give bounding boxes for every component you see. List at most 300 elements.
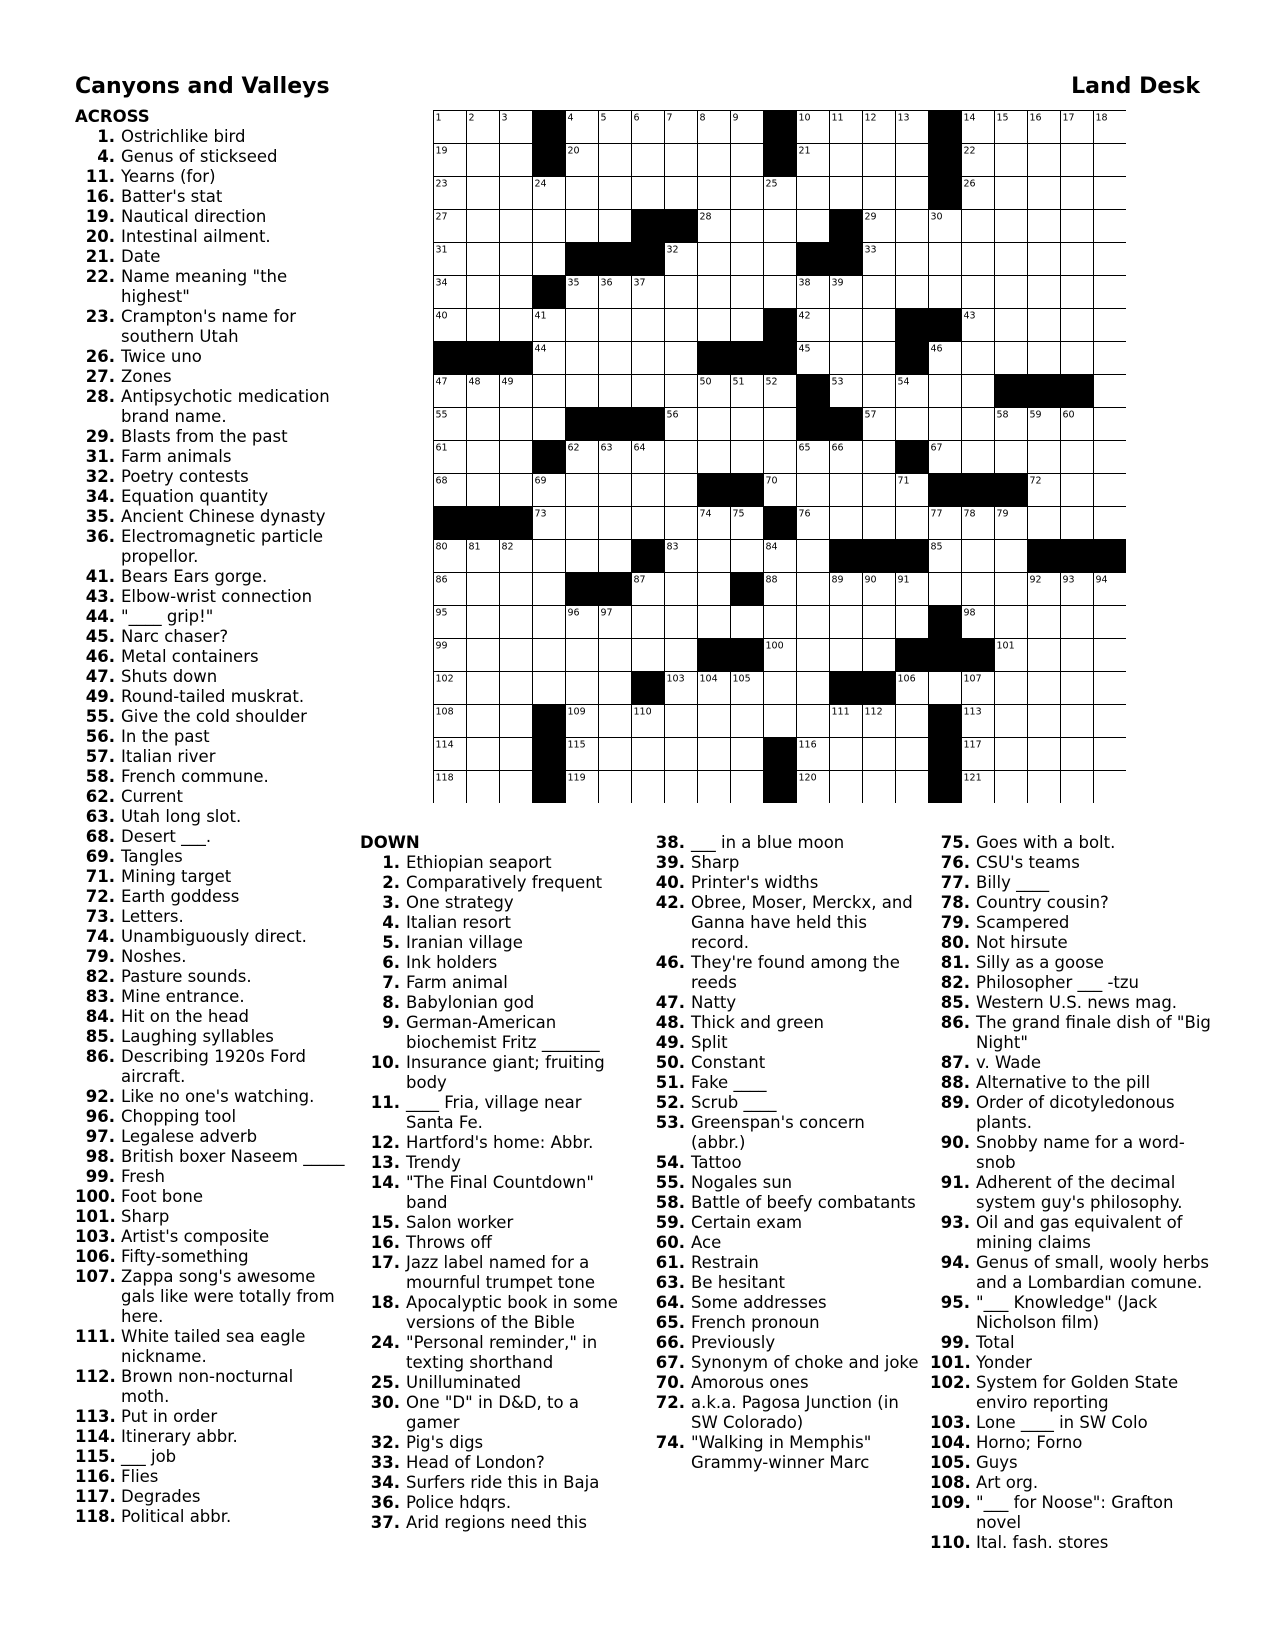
grid-cell[interactable] bbox=[1028, 705, 1061, 738]
grid-cell[interactable] bbox=[863, 507, 896, 540]
across-clue[interactable] bbox=[75, 227, 345, 247]
across-clue[interactable] bbox=[75, 1207, 345, 1227]
grid-cell[interactable] bbox=[566, 672, 599, 705]
grid-cell[interactable] bbox=[500, 738, 533, 771]
grid-cell[interactable] bbox=[665, 606, 698, 639]
down-clue[interactable] bbox=[360, 1433, 630, 1453]
grid-cell[interactable] bbox=[500, 474, 533, 507]
down-clue[interactable] bbox=[930, 853, 1220, 873]
grid-cell[interactable] bbox=[467, 177, 500, 210]
grid-cell[interactable] bbox=[533, 540, 566, 573]
grid-cell[interactable] bbox=[698, 441, 731, 474]
down-clue[interactable] bbox=[360, 1173, 630, 1213]
down-clue[interactable] bbox=[360, 1133, 630, 1153]
across-clue[interactable] bbox=[75, 587, 345, 607]
down-clue[interactable] bbox=[645, 1273, 920, 1293]
grid-cell[interactable] bbox=[896, 210, 929, 243]
grid-cell[interactable] bbox=[929, 408, 962, 441]
grid-cell[interactable] bbox=[500, 309, 533, 342]
down-clue[interactable] bbox=[360, 1333, 630, 1373]
across-clue[interactable] bbox=[75, 1327, 345, 1367]
grid-cell[interactable] bbox=[731, 276, 764, 309]
down-clue[interactable] bbox=[360, 913, 630, 933]
grid-cell[interactable] bbox=[1028, 771, 1061, 804]
grid-cell[interactable] bbox=[599, 210, 632, 243]
grid-cell[interactable] bbox=[533, 639, 566, 672]
grid-cell[interactable] bbox=[632, 474, 665, 507]
grid-cell[interactable] bbox=[896, 144, 929, 177]
grid-cell[interactable] bbox=[566, 342, 599, 375]
grid-cell[interactable] bbox=[830, 771, 863, 804]
grid-cell[interactable] bbox=[599, 507, 632, 540]
grid-cell[interactable] bbox=[467, 474, 500, 507]
down-clue[interactable] bbox=[360, 1053, 630, 1093]
grid-cell[interactable] bbox=[731, 738, 764, 771]
down-clue[interactable] bbox=[360, 893, 630, 913]
grid-cell[interactable] bbox=[1094, 144, 1127, 177]
down-clue[interactable] bbox=[645, 1073, 920, 1093]
across-clue[interactable] bbox=[75, 867, 345, 887]
grid-cell[interactable] bbox=[764, 705, 797, 738]
down-clue[interactable] bbox=[360, 1013, 630, 1053]
grid-cell[interactable] bbox=[830, 144, 863, 177]
grid-cell[interactable] bbox=[1094, 771, 1127, 804]
grid-cell[interactable] bbox=[731, 441, 764, 474]
across-clue[interactable] bbox=[75, 207, 345, 227]
grid-cell[interactable] bbox=[797, 210, 830, 243]
grid-cell[interactable] bbox=[1028, 276, 1061, 309]
grid-cell[interactable] bbox=[1028, 342, 1061, 375]
across-clue[interactable] bbox=[75, 1087, 345, 1107]
grid-cell[interactable] bbox=[599, 342, 632, 375]
grid-cell[interactable] bbox=[797, 474, 830, 507]
grid-cell[interactable] bbox=[896, 507, 929, 540]
grid-cell[interactable] bbox=[665, 309, 698, 342]
grid-cell[interactable] bbox=[962, 210, 995, 243]
across-clue[interactable] bbox=[75, 167, 345, 187]
grid-cell[interactable] bbox=[797, 177, 830, 210]
grid-cell[interactable] bbox=[698, 573, 731, 606]
across-clue[interactable] bbox=[75, 387, 345, 427]
grid-cell[interactable] bbox=[500, 210, 533, 243]
down-clue[interactable] bbox=[360, 1373, 630, 1393]
grid-cell[interactable] bbox=[1061, 705, 1094, 738]
grid-cell[interactable] bbox=[1061, 507, 1094, 540]
grid-cell[interactable] bbox=[1061, 606, 1094, 639]
across-clue[interactable] bbox=[75, 1047, 345, 1087]
grid-cell[interactable] bbox=[698, 606, 731, 639]
grid-cell[interactable] bbox=[995, 606, 1028, 639]
down-clue[interactable] bbox=[360, 1453, 630, 1473]
grid-cell[interactable] bbox=[665, 738, 698, 771]
grid-cell[interactable] bbox=[1094, 276, 1127, 309]
crossword-grid[interactable] bbox=[433, 110, 1126, 803]
across-clue[interactable] bbox=[75, 187, 345, 207]
across-clue[interactable] bbox=[75, 467, 345, 487]
grid-cell[interactable] bbox=[1094, 507, 1127, 540]
down-clue[interactable] bbox=[930, 1433, 1220, 1453]
grid-cell[interactable] bbox=[698, 705, 731, 738]
grid-cell[interactable] bbox=[533, 606, 566, 639]
grid-cell[interactable] bbox=[698, 540, 731, 573]
down-clue[interactable] bbox=[360, 973, 630, 993]
grid-cell[interactable] bbox=[830, 342, 863, 375]
grid-cell[interactable] bbox=[500, 771, 533, 804]
grid-cell[interactable] bbox=[1061, 210, 1094, 243]
grid-cell[interactable] bbox=[500, 639, 533, 672]
across-clue[interactable] bbox=[75, 947, 345, 967]
down-clue[interactable] bbox=[930, 1073, 1220, 1093]
down-clue[interactable] bbox=[930, 1013, 1220, 1053]
grid-cell[interactable] bbox=[764, 210, 797, 243]
down-clue[interactable] bbox=[360, 1233, 630, 1253]
across-clue[interactable] bbox=[75, 927, 345, 947]
down-clue[interactable] bbox=[930, 913, 1220, 933]
grid-cell[interactable] bbox=[797, 672, 830, 705]
down-clue[interactable] bbox=[645, 1433, 920, 1473]
grid-cell[interactable] bbox=[764, 408, 797, 441]
down-clue[interactable] bbox=[930, 1333, 1220, 1353]
across-clue[interactable] bbox=[75, 667, 345, 687]
down-clue[interactable] bbox=[930, 1133, 1220, 1173]
grid-cell[interactable] bbox=[731, 210, 764, 243]
grid-cell[interactable] bbox=[1094, 210, 1127, 243]
grid-cell[interactable] bbox=[665, 573, 698, 606]
down-clue[interactable] bbox=[930, 1533, 1220, 1553]
down-clue[interactable] bbox=[360, 933, 630, 953]
grid-cell[interactable] bbox=[632, 507, 665, 540]
grid-cell[interactable] bbox=[995, 672, 1028, 705]
across-clue[interactable] bbox=[75, 427, 345, 447]
down-clue[interactable] bbox=[930, 1293, 1220, 1333]
grid-cell[interactable] bbox=[962, 342, 995, 375]
grid-cell[interactable] bbox=[731, 144, 764, 177]
down-clue[interactable] bbox=[930, 993, 1220, 1013]
down-clue[interactable] bbox=[645, 893, 920, 953]
grid-cell[interactable] bbox=[863, 144, 896, 177]
grid-cell[interactable] bbox=[467, 144, 500, 177]
grid-cell[interactable] bbox=[566, 540, 599, 573]
grid-cell[interactable] bbox=[731, 243, 764, 276]
across-clue[interactable] bbox=[75, 1447, 345, 1467]
grid-cell[interactable] bbox=[896, 276, 929, 309]
grid-cell[interactable] bbox=[632, 375, 665, 408]
grid-cell[interactable] bbox=[599, 474, 632, 507]
across-clue[interactable] bbox=[75, 987, 345, 1007]
grid-cell[interactable] bbox=[995, 342, 1028, 375]
across-clue[interactable] bbox=[75, 507, 345, 527]
grid-cell[interactable] bbox=[599, 771, 632, 804]
grid-cell[interactable] bbox=[665, 276, 698, 309]
grid-cell[interactable] bbox=[929, 375, 962, 408]
grid-cell[interactable] bbox=[1061, 243, 1094, 276]
grid-cell[interactable] bbox=[830, 474, 863, 507]
grid-cell[interactable] bbox=[632, 771, 665, 804]
grid-cell[interactable] bbox=[995, 441, 1028, 474]
grid-cell[interactable] bbox=[500, 672, 533, 705]
grid-cell[interactable] bbox=[665, 441, 698, 474]
across-clue[interactable] bbox=[75, 607, 345, 627]
grid-cell[interactable] bbox=[467, 276, 500, 309]
grid-cell[interactable] bbox=[1061, 276, 1094, 309]
grid-cell[interactable] bbox=[962, 573, 995, 606]
grid-cell[interactable] bbox=[830, 606, 863, 639]
down-clue[interactable] bbox=[360, 1473, 630, 1493]
across-clue[interactable] bbox=[75, 1187, 345, 1207]
grid-cell[interactable] bbox=[1094, 177, 1127, 210]
grid-cell[interactable] bbox=[599, 309, 632, 342]
down-clue[interactable] bbox=[360, 953, 630, 973]
down-clue[interactable] bbox=[645, 1373, 920, 1393]
grid-cell[interactable] bbox=[1028, 738, 1061, 771]
grid-cell[interactable] bbox=[1094, 639, 1127, 672]
grid-cell[interactable] bbox=[500, 276, 533, 309]
grid-cell[interactable] bbox=[632, 177, 665, 210]
grid-cell[interactable] bbox=[896, 738, 929, 771]
grid-cell[interactable] bbox=[731, 177, 764, 210]
grid-cell[interactable] bbox=[1094, 408, 1127, 441]
across-clue[interactable] bbox=[75, 907, 345, 927]
across-clue[interactable] bbox=[75, 247, 345, 267]
across-clue[interactable] bbox=[75, 827, 345, 847]
grid-cell[interactable] bbox=[632, 738, 665, 771]
grid-cell[interactable] bbox=[863, 276, 896, 309]
grid-cell[interactable] bbox=[797, 639, 830, 672]
down-clue[interactable] bbox=[645, 1173, 920, 1193]
grid-cell[interactable] bbox=[1094, 243, 1127, 276]
grid-cell[interactable] bbox=[467, 672, 500, 705]
grid-cell[interactable] bbox=[830, 639, 863, 672]
across-clue[interactable] bbox=[75, 1147, 345, 1167]
down-clue[interactable] bbox=[645, 1193, 920, 1213]
across-clue[interactable] bbox=[75, 367, 345, 387]
grid-cell[interactable] bbox=[698, 144, 731, 177]
down-clue[interactable] bbox=[360, 1153, 630, 1173]
across-clue[interactable] bbox=[75, 567, 345, 587]
down-clue[interactable] bbox=[930, 953, 1220, 973]
down-clue[interactable] bbox=[645, 993, 920, 1013]
grid-cell[interactable] bbox=[995, 738, 1028, 771]
grid-cell[interactable] bbox=[533, 243, 566, 276]
grid-cell[interactable] bbox=[764, 441, 797, 474]
grid-cell[interactable] bbox=[467, 441, 500, 474]
down-clue[interactable] bbox=[645, 1033, 920, 1053]
grid-cell[interactable] bbox=[665, 705, 698, 738]
across-clue[interactable] bbox=[75, 647, 345, 667]
grid-cell[interactable] bbox=[764, 276, 797, 309]
grid-cell[interactable] bbox=[797, 606, 830, 639]
grid-cell[interactable] bbox=[665, 375, 698, 408]
across-clue[interactable] bbox=[75, 627, 345, 647]
across-clue[interactable] bbox=[75, 1027, 345, 1047]
grid-cell[interactable] bbox=[599, 639, 632, 672]
grid-cell[interactable] bbox=[731, 408, 764, 441]
across-clue[interactable] bbox=[75, 1407, 345, 1427]
grid-cell[interactable] bbox=[500, 177, 533, 210]
grid-cell[interactable] bbox=[995, 276, 1028, 309]
grid-cell[interactable] bbox=[500, 441, 533, 474]
grid-cell[interactable] bbox=[698, 771, 731, 804]
grid-cell[interactable] bbox=[467, 705, 500, 738]
grid-cell[interactable] bbox=[1061, 738, 1094, 771]
grid-cell[interactable] bbox=[599, 144, 632, 177]
grid-cell[interactable] bbox=[797, 573, 830, 606]
grid-cell[interactable] bbox=[1028, 177, 1061, 210]
grid-cell[interactable] bbox=[962, 375, 995, 408]
grid-cell[interactable] bbox=[863, 771, 896, 804]
grid-cell[interactable] bbox=[929, 276, 962, 309]
across-clue[interactable] bbox=[75, 1467, 345, 1487]
down-clue[interactable] bbox=[930, 833, 1220, 853]
grid-cell[interactable] bbox=[863, 342, 896, 375]
down-clue[interactable] bbox=[360, 1513, 630, 1533]
grid-cell[interactable] bbox=[995, 540, 1028, 573]
grid-cell[interactable] bbox=[764, 672, 797, 705]
grid-cell[interactable] bbox=[533, 672, 566, 705]
grid-cell[interactable] bbox=[1061, 771, 1094, 804]
across-clue[interactable] bbox=[75, 1507, 345, 1527]
across-clue[interactable] bbox=[75, 1427, 345, 1447]
grid-cell[interactable] bbox=[467, 210, 500, 243]
across-clue[interactable] bbox=[75, 1247, 345, 1267]
grid-cell[interactable] bbox=[566, 177, 599, 210]
grid-cell[interactable] bbox=[896, 243, 929, 276]
grid-cell[interactable] bbox=[467, 606, 500, 639]
grid-cell[interactable] bbox=[1094, 672, 1127, 705]
grid-cell[interactable] bbox=[731, 309, 764, 342]
down-clue[interactable] bbox=[645, 1313, 920, 1333]
grid-cell[interactable] bbox=[995, 573, 1028, 606]
grid-cell[interactable] bbox=[896, 705, 929, 738]
down-clue[interactable] bbox=[930, 1453, 1220, 1473]
grid-cell[interactable] bbox=[698, 177, 731, 210]
grid-cell[interactable] bbox=[1061, 309, 1094, 342]
down-clue[interactable] bbox=[645, 1093, 920, 1113]
grid-cell[interactable] bbox=[731, 705, 764, 738]
grid-cell[interactable] bbox=[1061, 144, 1094, 177]
grid-cell[interactable] bbox=[1028, 210, 1061, 243]
grid-cell[interactable] bbox=[995, 771, 1028, 804]
down-clue[interactable] bbox=[930, 1373, 1220, 1413]
grid-cell[interactable] bbox=[599, 738, 632, 771]
grid-cell[interactable] bbox=[467, 639, 500, 672]
grid-cell[interactable] bbox=[566, 507, 599, 540]
across-clue[interactable] bbox=[75, 487, 345, 507]
grid-cell[interactable] bbox=[962, 243, 995, 276]
grid-cell[interactable] bbox=[665, 771, 698, 804]
across-clue[interactable] bbox=[75, 727, 345, 747]
grid-cell[interactable] bbox=[566, 474, 599, 507]
down-clue[interactable] bbox=[645, 1233, 920, 1253]
grid-cell[interactable] bbox=[1028, 639, 1061, 672]
across-clue[interactable] bbox=[75, 127, 345, 147]
grid-cell[interactable] bbox=[929, 243, 962, 276]
grid-cell[interactable] bbox=[1094, 705, 1127, 738]
grid-cell[interactable] bbox=[533, 573, 566, 606]
down-clue[interactable] bbox=[645, 1213, 920, 1233]
grid-cell[interactable] bbox=[599, 540, 632, 573]
grid-cell[interactable] bbox=[896, 177, 929, 210]
down-clue[interactable] bbox=[930, 1253, 1220, 1293]
down-clue[interactable] bbox=[930, 1093, 1220, 1133]
grid-cell[interactable] bbox=[632, 342, 665, 375]
grid-cell[interactable] bbox=[533, 408, 566, 441]
down-clue[interactable] bbox=[645, 1333, 920, 1353]
grid-cell[interactable] bbox=[599, 177, 632, 210]
grid-cell[interactable] bbox=[632, 639, 665, 672]
grid-cell[interactable] bbox=[665, 342, 698, 375]
grid-cell[interactable] bbox=[599, 672, 632, 705]
grid-cell[interactable] bbox=[1028, 441, 1061, 474]
grid-cell[interactable] bbox=[599, 375, 632, 408]
down-clue[interactable] bbox=[360, 1253, 630, 1293]
grid-cell[interactable] bbox=[566, 375, 599, 408]
down-clue[interactable] bbox=[645, 853, 920, 873]
down-clue[interactable] bbox=[930, 1353, 1220, 1373]
grid-cell[interactable] bbox=[1028, 606, 1061, 639]
grid-cell[interactable] bbox=[863, 639, 896, 672]
across-clue[interactable] bbox=[75, 767, 345, 787]
grid-cell[interactable] bbox=[467, 408, 500, 441]
across-clue[interactable] bbox=[75, 1227, 345, 1247]
down-clue[interactable] bbox=[645, 1293, 920, 1313]
grid-cell[interactable] bbox=[467, 738, 500, 771]
across-clue[interactable] bbox=[75, 1267, 345, 1327]
across-clue[interactable] bbox=[75, 1367, 345, 1407]
grid-cell[interactable] bbox=[731, 771, 764, 804]
grid-cell[interactable] bbox=[500, 243, 533, 276]
down-clue[interactable] bbox=[360, 1393, 630, 1433]
grid-cell[interactable] bbox=[1028, 309, 1061, 342]
across-clue[interactable] bbox=[75, 527, 345, 567]
grid-cell[interactable] bbox=[962, 441, 995, 474]
grid-cell[interactable] bbox=[797, 705, 830, 738]
across-clue[interactable] bbox=[75, 847, 345, 867]
down-clue[interactable] bbox=[360, 1493, 630, 1513]
grid-cell[interactable] bbox=[797, 540, 830, 573]
grid-cell[interactable] bbox=[830, 507, 863, 540]
grid-cell[interactable] bbox=[467, 309, 500, 342]
grid-cell[interactable] bbox=[863, 738, 896, 771]
grid-cell[interactable] bbox=[1094, 738, 1127, 771]
down-clue[interactable] bbox=[645, 1253, 920, 1273]
grid-cell[interactable] bbox=[1094, 375, 1127, 408]
grid-cell[interactable] bbox=[500, 606, 533, 639]
down-clue[interactable] bbox=[360, 1213, 630, 1233]
down-clue[interactable] bbox=[645, 873, 920, 893]
grid-cell[interactable] bbox=[830, 177, 863, 210]
grid-cell[interactable] bbox=[1094, 309, 1127, 342]
grid-cell[interactable] bbox=[698, 408, 731, 441]
grid-cell[interactable] bbox=[1094, 474, 1127, 507]
grid-cell[interactable] bbox=[500, 408, 533, 441]
grid-cell[interactable] bbox=[830, 309, 863, 342]
down-clue[interactable] bbox=[645, 833, 920, 853]
grid-cell[interactable] bbox=[1028, 672, 1061, 705]
grid-cell[interactable] bbox=[632, 309, 665, 342]
down-clue[interactable] bbox=[645, 1153, 920, 1173]
across-clue[interactable] bbox=[75, 447, 345, 467]
grid-cell[interactable] bbox=[995, 144, 1028, 177]
down-clue[interactable] bbox=[930, 873, 1220, 893]
grid-cell[interactable] bbox=[764, 606, 797, 639]
grid-cell[interactable] bbox=[863, 375, 896, 408]
grid-cell[interactable] bbox=[698, 309, 731, 342]
down-clue[interactable] bbox=[645, 953, 920, 993]
grid-cell[interactable] bbox=[665, 639, 698, 672]
grid-cell[interactable] bbox=[731, 540, 764, 573]
grid-cell[interactable] bbox=[698, 276, 731, 309]
